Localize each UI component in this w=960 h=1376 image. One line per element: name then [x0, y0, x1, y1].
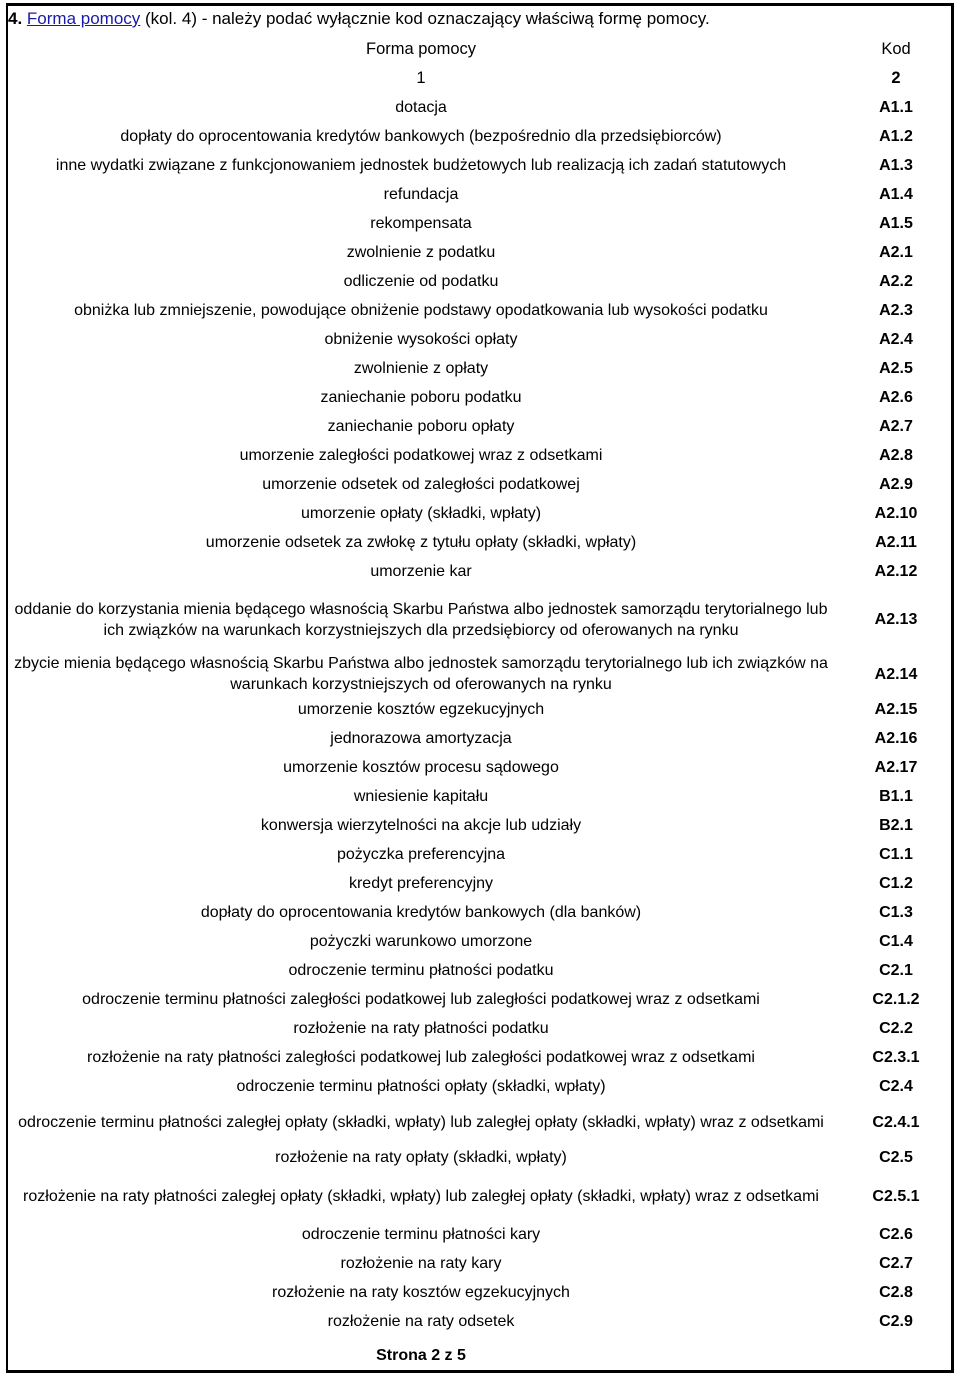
aid-code-cell: C1.1: [879, 846, 913, 863]
table-row: [8, 1101, 958, 1143]
table-row: [8, 1278, 958, 1307]
aid-form-codes-table: [8, 35, 958, 1336]
table-header-row: [8, 35, 958, 64]
aid-code-cell: C2.6: [879, 1226, 913, 1243]
aid-code-cell: C1.2: [879, 875, 913, 892]
table-row: [8, 499, 958, 528]
aid-form-cell: wniesienie kapitału: [353, 788, 489, 805]
aid-form-cell: umorzenie odsetek od zaległości podatkowej: [262, 476, 580, 493]
table-row: [8, 1220, 958, 1249]
aid-form-cell: rekompensata: [370, 215, 472, 232]
aid-code-cell: C2.2: [879, 1020, 913, 1037]
section-number: 4.: [8, 9, 23, 28]
page-number: Strona 2 z 5: [376, 1347, 466, 1364]
aid-form-cell: rozłożenie na raty kary: [340, 1255, 502, 1272]
table-row: [8, 557, 958, 586]
aid-code-cell: C1.3: [879, 904, 913, 921]
table-row: [8, 238, 958, 267]
aid-code-cell: C2.1.2: [872, 991, 920, 1008]
table-row: [8, 695, 958, 724]
column-number-row: [8, 64, 958, 93]
table-row: [8, 782, 958, 811]
column-number-2: 2: [891, 69, 901, 87]
aid-code-cell: A2.2: [879, 273, 913, 290]
aid-code-cell: A2.17: [874, 759, 918, 776]
table-row: [8, 1072, 958, 1101]
aid-code-cell: A2.16: [874, 730, 918, 747]
aid-code-cell: A1.2: [879, 128, 913, 145]
table-row: [8, 383, 958, 412]
table-row: [8, 956, 958, 985]
aid-form-cell: umorzenie odsetek za zwłokę z tytułu opłaty (składki, wpłaty): [205, 534, 637, 551]
table-row: [8, 1172, 958, 1220]
header-forma-pomocy: Forma pomocy: [365, 40, 477, 58]
aid-form-cell: pożyczka preferencyjna: [336, 846, 506, 863]
aid-form-cell: zaniechanie poboru podatku: [320, 389, 522, 406]
aid-form-cell: umorzenie kosztów procesu sądowego: [283, 759, 559, 776]
section-heading: [8, 9, 710, 29]
aid-form-cell: rozłożenie na raty płatności podatku: [293, 1020, 549, 1037]
aid-code-cell: A2.7: [879, 418, 913, 435]
table-row: [8, 898, 958, 927]
table-row: [8, 470, 958, 499]
aid-form-cell: pożyczki warunkowo umorzone: [309, 933, 533, 950]
aid-code-cell: C2.4.1: [872, 1113, 920, 1131]
aid-code-cell: C2.8: [879, 1284, 913, 1301]
aid-code-cell: C1.4: [879, 933, 913, 950]
aid-form-cell: rozłożenie na raty odsetek: [327, 1313, 515, 1330]
aid-form-cell: inne wydatki związane z funkcjonowaniem jednostek budżetowych lub realizacją ich zadań statutowych: [55, 157, 787, 174]
aid-code-cell: A2.14: [874, 665, 918, 683]
aid-form-cell: oddanie do korzystania mienia będącego własnością Skarbu Państwa albo jednostek samorządu terytorialnego lub ich związków na warunkach korzystniejszych dla przedsiębiorcy od oferowanych na rynku: [14, 600, 828, 639]
aid-form-cell: konwersja wierzytelności na akcje lub udziały: [260, 817, 582, 834]
aid-code-cell: C2.7: [879, 1255, 913, 1272]
aid-code-cell: A1.5: [879, 215, 913, 232]
aid-code-cell: A2.5: [879, 360, 913, 377]
table-row: [8, 586, 958, 653]
table-row: [8, 267, 958, 296]
aid-form-cell: odliczenie od podatku: [343, 273, 499, 290]
aid-form-cell: odroczenie terminu płatności podatku: [288, 962, 554, 979]
table-row: [8, 811, 958, 840]
aid-code-cell: B1.1: [879, 788, 913, 805]
aid-code-cell: A2.13: [874, 611, 918, 628]
aid-code-cell: C2.5.1: [872, 1187, 920, 1205]
table-row: [8, 441, 958, 470]
aid-form-cell: rozłożenie na raty płatności zaległości podatkowej lub zaległości podatkowej wraz z odsetkami: [87, 1049, 755, 1066]
table-row: [8, 724, 958, 753]
aid-form-cell: rozłożenie na raty opłaty (składki, wpłaty): [275, 1149, 567, 1166]
aid-form-cell: obniżenie wysokości opłaty: [324, 331, 518, 348]
aid-form-cell: odroczenie terminu płatności zaległości podatkowej lub zaległości podatkowej wraz z odsetkami: [82, 991, 760, 1008]
aid-form-cell: umorzenie kar: [370, 563, 472, 580]
aid-form-cell: zwolnienie z podatku: [346, 244, 496, 261]
aid-form-cell: rozłożenie na raty kosztów egzekucyjnych: [272, 1284, 570, 1301]
aid-code-cell: A2.4: [879, 331, 913, 348]
section-instruction: (kol. 4) - należy podać wyłącznie kod oznaczający właściwą formę pomocy.: [140, 9, 710, 28]
column-number-1: 1: [416, 69, 426, 87]
table-row: [8, 927, 958, 956]
aid-code-cell: A1.1: [879, 99, 913, 116]
table-row: [8, 354, 958, 383]
table-row: [8, 528, 958, 557]
aid-code-cell: A2.1: [879, 244, 913, 261]
aid-code-cell: C2.4: [879, 1078, 913, 1095]
aid-code-cell: A2.9: [879, 476, 913, 493]
aid-form-cell: dopłaty do oprocentowania kredytów bankowych (dla banków): [200, 904, 642, 921]
table-row: [8, 151, 958, 180]
table-row: [8, 1143, 958, 1172]
aid-form-cell: zbycie mienia będącego własnością Skarbu Państwa albo jednostek samorządu terytorialnego lub ich związków na warunkach korzystniejszych od oferowanych na rynku: [14, 655, 828, 693]
aid-code-cell: C2.3.1: [872, 1049, 920, 1066]
aid-code-cell: C2.9: [879, 1313, 913, 1330]
aid-form-cell: odroczenie terminu płatności zaległej opłaty (składki, wpłaty) lub zaległej opłaty (składki, wpłaty) wraz z odsetkami: [18, 1113, 824, 1131]
aid-form-cell: kredyt preferencyjny: [348, 875, 494, 892]
aid-code-cell: B2.1: [879, 817, 913, 834]
header-kod: Kod: [881, 40, 911, 58]
table-row: [8, 209, 958, 238]
aid-form-cell: obniżka lub zmniejszenie, powodujące obniżenie podstawy opodatkowania lub wysokości podatku: [74, 302, 768, 319]
table-row: [8, 653, 958, 695]
table-row: [8, 1307, 958, 1336]
table-row: [8, 296, 958, 325]
aid-code-cell: A2.12: [874, 563, 918, 580]
table-row: [8, 840, 958, 869]
aid-code-cell: C2.5: [879, 1149, 913, 1166]
aid-form-cell: odroczenie terminu płatności opłaty (składki, wpłaty): [236, 1078, 606, 1095]
aid-form-cell: umorzenie kosztów egzekucyjnych: [297, 701, 545, 718]
aid-form-cell: zwolnienie z opłaty: [353, 360, 489, 377]
table-row: [8, 180, 958, 209]
table-row: [8, 325, 958, 354]
aid-code-cell: A2.11: [875, 534, 917, 551]
aid-code-cell: A1.4: [879, 186, 913, 203]
aid-code-cell: A2.8: [879, 447, 913, 464]
aid-code-cell: C2.1: [879, 962, 913, 979]
table-row: [8, 753, 958, 782]
table-row: [8, 412, 958, 441]
table-row: [8, 1014, 958, 1043]
table-row: [8, 985, 958, 1014]
aid-form-cell: rozłożenie na raty płatności zaległej opłaty (składki, wpłaty) lub zaległej opłaty (składki, wpłaty) wraz z odsetkami: [23, 1187, 819, 1205]
table-row: [8, 1249, 958, 1278]
aid-code-cell: A2.3: [879, 302, 913, 319]
aid-form-cell: refundacja: [383, 186, 459, 203]
forma-pomocy-link[interactable]: Forma pomocy: [26, 9, 141, 28]
table-row: [8, 1043, 958, 1072]
aid-form-cell: dotacja: [395, 99, 447, 116]
table-row: [8, 93, 958, 122]
aid-form-cell: dopłaty do oprocentowania kredytów bankowych (bezpośrednio dla przedsiębiorców): [120, 128, 722, 145]
table-row: [8, 869, 958, 898]
aid-code-cell: A1.3: [879, 157, 913, 174]
aid-form-cell: zaniechanie poboru opłaty: [327, 418, 515, 435]
table-row: [8, 122, 958, 151]
aid-code-cell: A2.15: [874, 701, 918, 718]
aid-form-cell: umorzenie zaległości podatkowej wraz z odsetkami: [239, 447, 603, 464]
aid-form-cell: jednorazowa amortyzacja: [330, 730, 512, 747]
aid-code-cell: A2.10: [874, 505, 918, 522]
aid-form-cell: odroczenie terminu płatności kary: [301, 1226, 541, 1243]
aid-form-cell: umorzenie opłaty (składki, wpłaty): [300, 505, 542, 522]
aid-code-cell: A2.6: [879, 389, 913, 406]
